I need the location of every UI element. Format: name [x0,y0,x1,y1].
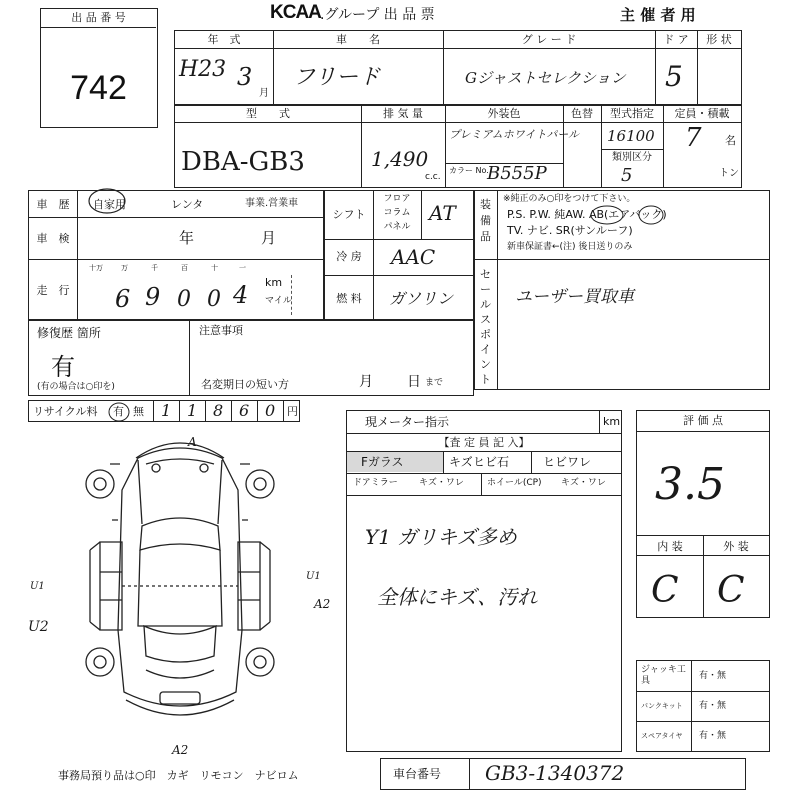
model-designation-value: 16100 [607,127,655,145]
organizer-label: 主 催 者 用 [620,6,696,24]
sales-point-value: ユーザー買取車 [515,287,634,307]
vehicle-info-row2 [174,104,742,188]
brand-logo: KCAA [270,2,321,23]
tool-puncture-label: パンクキット [641,702,683,710]
inspection-year-unit: 年 [179,229,195,247]
deadline-day: 日 [407,374,421,390]
chassis-label: 車台番号 [393,767,442,781]
recycle-yes-circle [107,401,133,423]
model-designation-label: 型式指定 [610,107,654,120]
history-selected-circle [87,185,147,215]
inspector-note-1: Y1 ガリキズ多め [365,525,517,549]
tool-puncture-options: 有・無 [699,701,727,711]
recycle-block [28,400,300,422]
diagram-mark-a2-rear: A2 [172,743,189,757]
diagram-mark-a2-right: A2 [314,597,331,611]
exterior-color-value: プレミアムホワイトパール [449,128,580,141]
history-private: 自家用 [93,198,126,211]
recycle-digit-3: 8 [213,401,224,420]
mileage-digit-4: 0 [207,287,221,312]
diagram-mark-u1-right: U1 [306,571,321,582]
chassis-value: GB3-1340372 [485,761,625,785]
doors-value: 5 [665,60,683,93]
mileage-unit-mile: マイル [265,296,292,306]
doors-label: ド ア [663,33,689,46]
inspector-note-2: 全体にキズ、汚れ [377,585,538,609]
inspection-label: 車 検 [36,232,70,245]
history-commercial: 事業.営業車 [245,198,299,209]
deadline-until: まで [425,378,444,388]
equipment-line1: P.S. P.W. 純AW. AB(エアバック) [507,208,667,221]
aircon-value: AAC [391,245,436,269]
repair-value: 有 [51,353,75,381]
repair-label: 修復歴 箇所 [37,326,101,340]
category-value: 5 [621,165,633,186]
inspector-block [346,410,622,752]
displacement-label: 排 気 量 [383,107,423,120]
model-label: 型 式 [246,107,290,120]
recycle-yes: 有 [113,405,124,418]
car-damage-diagram [60,430,300,750]
color-no-label: カラー No. [449,166,489,175]
chassis-block [380,758,746,790]
equipment-label: 装備品 [480,198,491,243]
cc-label: c.c. [425,172,441,182]
deadline-label: 名変期日の短い方 [201,378,289,391]
office-items-note: 事務局預り品は○印 カギ リモコン ナビロム [58,769,299,782]
year-month: 3 [237,63,253,91]
exterior-label: 外 装 [723,540,749,553]
capacity-value: 7 [685,123,702,153]
recycle-no: 無 [133,405,144,418]
mileage-unit-km: km [265,276,283,289]
recycle-label: リサイクル料 [33,405,98,418]
car-name: フリード [293,65,381,90]
recycle-digit-4: 6 [239,401,250,420]
inspection-month-unit: 月 [261,229,277,247]
inspector-title: 【査 定 員 記 入】 [438,436,530,449]
tool-spare-options: 有・無 [699,731,727,741]
capacity-unit: 名 [725,134,736,147]
fuel-label: 燃 料 [336,292,362,305]
mechanical-block [324,190,474,320]
tools-block [636,660,770,752]
color-code-value: B555P [487,163,547,184]
glass-option-crack: ヒビワレ [543,455,592,469]
capacity-label: 定員・積載 [674,107,730,120]
glass-option-chip: ヒビ石 [473,455,510,469]
score-block [636,410,770,618]
exterior-color-label: 外装色 [487,107,521,120]
lot-number-label: 出 品 番 号 [71,11,126,24]
meter-label: 現メーター指示 [365,415,450,429]
score-value: 3.5 [655,459,725,510]
body-label: 形 状 [706,33,732,46]
meter-unit: km [603,415,621,428]
shift-floor: フロア [383,194,411,204]
shift-label: シフト [332,208,366,221]
mileage-label: 走 行 [36,284,70,297]
exterior-value: C [717,570,745,611]
equipment-aw-circle [589,203,629,227]
diagram-mark-u1-left: U1 [30,581,45,592]
notes-label: 注意事項 [199,324,243,337]
diagram-mark-u2-left: U2 [28,619,49,635]
sales-point-label: セールスポイント [480,268,491,386]
fuel-value: ガソリン [389,289,454,308]
mileage-digit-2: 9 [145,283,161,311]
interior-value: C [651,570,679,611]
mileage-digit-1: 6 [115,285,131,313]
repair-notes-block [28,320,474,396]
recycle-digit-2: 1 [187,401,198,420]
aircon-label: 冷 房 [336,250,362,263]
recycle-digit-5: 0 [265,401,276,420]
shift-value: AT [429,201,456,225]
history-label: 車 歴 [36,198,70,211]
form-title: .グループ 出 品 票 [320,7,435,23]
year-era: H23 [179,57,227,82]
lot-number: 742 [70,69,127,107]
equipment-note: ※純正のみ○印をつけて下さい。 [503,194,636,204]
history-rental: レンタ [171,198,204,211]
diagram-mark-a: A [188,435,197,449]
car-name-label: 車 名 [336,33,380,46]
tool-jack-label: ジャッキ工具 [641,665,686,686]
equipment-block [474,190,770,390]
month-suffix: 月 [259,88,269,99]
mileage-digit-5: 4 [233,281,249,309]
ton-unit: トン [719,168,739,179]
deadline-month: 月 [359,374,373,390]
grade: Gジャストセレクション [465,69,626,87]
interior-label: 内 装 [657,540,683,553]
mirror-label: ドアミラー [353,478,398,488]
glass-label: Fガラス [361,455,404,469]
recycle-yen: 円 [287,405,298,418]
shift-column: コラム [383,208,411,218]
category-label: 類別区分 [612,152,652,163]
model-value: DBA-GB3 [181,147,305,177]
score-label: 評 価 点 [683,414,723,427]
color-change-label: 色替 [571,107,593,120]
wheel-options: キズ・ワレ [561,478,606,488]
shift-panel: パネル [383,222,411,232]
displacement-value: 1,490 [371,147,429,171]
equipment-line3: 新車保証書←(注) 後日送りのみ [507,242,633,252]
vehicle-info-row1 [174,30,742,106]
year-label: 年 式 [207,33,241,46]
lot-number-box [40,8,158,128]
repair-note: (有の場合は○印を) [37,382,115,392]
mileage-digit-3: 0 [177,287,191,312]
tool-jack-options: 有・無 [699,671,727,681]
grade-label: グ レ ー ド [521,33,577,46]
glass-option-scratch: キズ [449,455,473,469]
tool-spare-label: スペアタイヤ [641,732,683,740]
mirror-options: キズ・ワレ [419,478,464,488]
equipment-line2: TV. ナビ. SR(サンルーフ) [507,224,633,237]
history-block: 車 歴 自家用 レンタ 事業.営業車 車 検 年 月 走 行 十万 万 千 百 十 一 6 9 0 0 4 km マイル [28,190,324,320]
recycle-digit-1: 1 [161,401,172,420]
equipment-ab-circle [635,203,675,227]
wheel-label: ホイール(CP) [487,478,542,488]
